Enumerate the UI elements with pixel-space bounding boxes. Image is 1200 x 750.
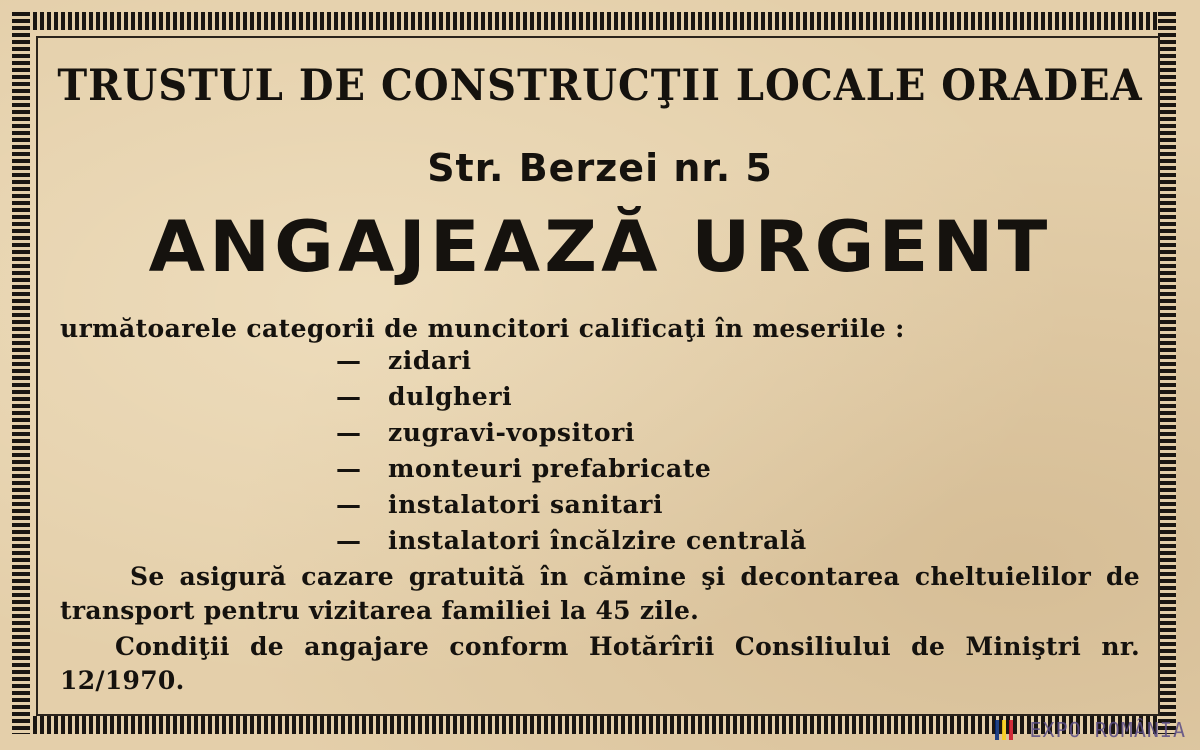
trade-label: dulgheri: [388, 382, 513, 411]
flag-bar-blue: [995, 720, 999, 740]
dash: —: [336, 346, 362, 375]
watermark-text: EXPO ROMÂNIA: [1029, 718, 1186, 742]
watermark: [995, 718, 1186, 742]
list-item: [336, 418, 807, 454]
hatched-border-right: [1158, 12, 1176, 734]
list-item: [336, 382, 807, 418]
trades-list: [336, 346, 807, 562]
dash: —: [336, 454, 362, 483]
flag-bar-red: [1009, 720, 1013, 740]
list-item: [336, 490, 807, 526]
dash: —: [336, 418, 362, 447]
organization-name: TRUSTUL DE CONSTRUCŢII LOCALE ORADEA: [57, 60, 1143, 111]
address: Str. Berzei nr. 5: [427, 146, 773, 190]
trade-label: instalatori încălzire centrală: [388, 526, 807, 555]
conditions-paragraph: Condiţii de angajare conform Hotărîrii Consiliului de Miniştri nr. 12/1970.: [60, 632, 1140, 695]
list-item: [336, 526, 807, 562]
dash: —: [336, 382, 362, 411]
flag-bar-yellow: [1002, 720, 1006, 740]
dash: —: [336, 490, 362, 519]
trade-label: monteuri prefabricate: [388, 454, 712, 483]
trade-label: instalatori sanitari: [388, 490, 664, 519]
hatched-border-left: [12, 12, 30, 734]
trade-label: zidari: [388, 346, 472, 375]
accommodation-paragraph: Se asigură cazare gratuită în cămine şi decontarea cheltuielilor de transport pentru vizitarea familiei la 45 zile.: [60, 562, 1140, 625]
list-item: [336, 454, 807, 490]
trade-label: zugravi-vopsitori: [388, 418, 635, 447]
list-item: [336, 346, 807, 382]
headline: ANGAJEAZĂ URGENT: [148, 206, 1052, 288]
dash: —: [336, 526, 362, 555]
intro-text: următoarele categorii de muncitori calificaţi în meseriile :: [60, 314, 905, 343]
